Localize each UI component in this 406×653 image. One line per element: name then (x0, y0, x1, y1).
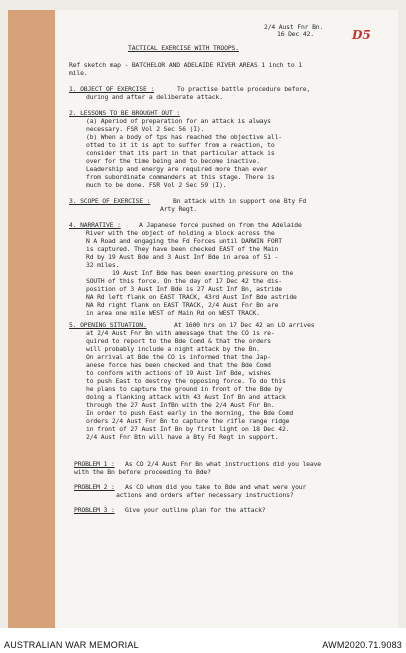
section-line: to conform with actions of 19 Aust Inf Bde, wishes (86, 369, 271, 377)
section-line: On arrival at Bde the CO is informed that the Jap- (86, 353, 271, 361)
section-line: quired to report to the Bde Comd & that the orders (86, 337, 271, 345)
section-line: much to be done. FSR Vol 2 Sec 59 (I). (86, 181, 227, 189)
section-line: during and after a deliberate attack. (86, 93, 223, 101)
section-line: Arty Regt. (160, 205, 197, 213)
section-line: At 1600 hrs on 17 Dec 42 an LO arrives (174, 321, 315, 329)
header-date: 16 Dec 42. (277, 30, 314, 38)
section-line: A Japanese force pushed on from the Adelaide (139, 221, 302, 229)
section-line: In order to push East early in the morning, the Bde Comd (86, 409, 294, 417)
problem-line: actions and orders after necessary instructions? (116, 491, 294, 499)
ref-line: Ref sketch map - BATCHELOR AND ADELAIDE RIVER AREAS 1 inch to 1 (69, 61, 302, 69)
section-line: consider that its part in that particular attack is (86, 149, 275, 157)
section-line: at 2/4 Aust Fnr Bn with amessage that the CO is re- (86, 329, 275, 337)
document-title: TACTICAL EXERCISE WITH TROOPS. (128, 44, 239, 52)
section-line: is captured. They have been checked EAST of the Main (86, 245, 279, 253)
section-line: otted to it it is apt to suffer from a reaction, to (86, 141, 275, 149)
section-line: (a) Aperiod of preparation for an attack is always (86, 117, 271, 125)
section-line: River with the object of holding a block across the (86, 229, 275, 237)
section-line: through the 27 Aust InfBn with the 2/4 Aust Fnr Bn. (86, 401, 275, 409)
section-line: to push East to destroy the opposing force. To do this (86, 377, 286, 385)
document-sheet (55, 10, 398, 628)
section-line: NA Rd left flank on EAST TRACK, 43rd Aust Inf Bde astride (86, 293, 297, 301)
problem-line: with the Bn before proceeding to Bde? (74, 468, 211, 476)
section-line: NA Rd right flank on EAST TRACK, 2/4 Aust Fnr Bn are (86, 301, 279, 309)
section-line: in area one mile WEST of Main Rd on WEST TRACK. (86, 309, 260, 317)
section-line: To practise battle procedure before, (177, 85, 311, 93)
section-line: orders 2/4 Aust Fnr Bn to capture the rifle range ridge (86, 417, 290, 425)
problem-line: As CO whom did you take to Bde and what were your (125, 483, 307, 491)
section-line: doing a flanking attack with 43 Aust Inf Bn and attack (86, 393, 286, 401)
section-line: 19 Aust Inf Bde has been exerting pressure on the (112, 269, 294, 277)
section-line: Rd by 19 Aust Bde and 3 Aust Inf Bde in area of 51 - (86, 253, 279, 261)
header-unit: 2/4 Aust Fnr Bn. (264, 23, 324, 31)
problem-label: PROBLEM 3 : (74, 506, 115, 514)
section-heading: 4. NARRATIVE : (69, 221, 121, 229)
problem-label: PROBLEM 2 : (74, 483, 115, 491)
section-line: SOUTH of this force. On the day of 17 Dec 42 the dis- (86, 277, 282, 285)
section-heading: 5. OPENING SITUATION. (69, 321, 147, 329)
problem-label: PROBLEM 1 : (74, 460, 115, 468)
section-line: Leadership and energy are required more than ever (86, 165, 268, 173)
section-line: he plans to capture the ground in front of the Bde by (86, 385, 282, 393)
section-line: Bn attack with in support one Bty Fd (173, 197, 307, 205)
section-line: from subordinate commanders at this stage. There is (86, 173, 275, 181)
margin-mark: D5 (352, 28, 371, 42)
section-line: necessary. FSR Vol 2 Sec 56 (I). (86, 125, 205, 133)
footer-institution: AUSTRALIAN WAR MEMORIAL (4, 640, 139, 650)
section-line: 2/4 Aust Fnr Btn will have a Bty Fd Regt in support. (86, 433, 279, 441)
section-line: (b) When a body of tps has reached the objective all- (86, 133, 282, 141)
section-line: over for the time being and to become inactive. (86, 157, 260, 165)
problem-line: As CO 2/4 Aust Fnr Bn what instructions did you leave (125, 460, 321, 468)
section-line: in front of 27 Aust Inf Bn by first light on 18 Dec 42. (86, 425, 290, 433)
section-heading: 2. LESSONS TO BE BROUGHT OUT : (69, 109, 180, 117)
section-line: 32 miles. (86, 261, 120, 269)
binding-strip (8, 10, 55, 628)
section-heading: 3. SCOPE OF EXERCISE : (69, 197, 151, 205)
section-heading: 1. OBJECT OF EXERCISE : (69, 85, 155, 93)
section-line: anese force has been checked and that the Bde Comd (86, 361, 271, 369)
problem-line: Give your outline plan for the attack? (125, 506, 266, 514)
section-line: position of 3 Aust Inf Bde is 27 Aust Inf Bn, astride (86, 285, 282, 293)
ref-line: mile. (69, 69, 88, 77)
section-line: will probably include a night attack by the Bn. (86, 345, 260, 353)
footer-accession: AWM2020.71.9083 (322, 640, 402, 650)
section-line: N A Road and engaging the Fd Forces until DARWIN FORT (86, 237, 282, 245)
